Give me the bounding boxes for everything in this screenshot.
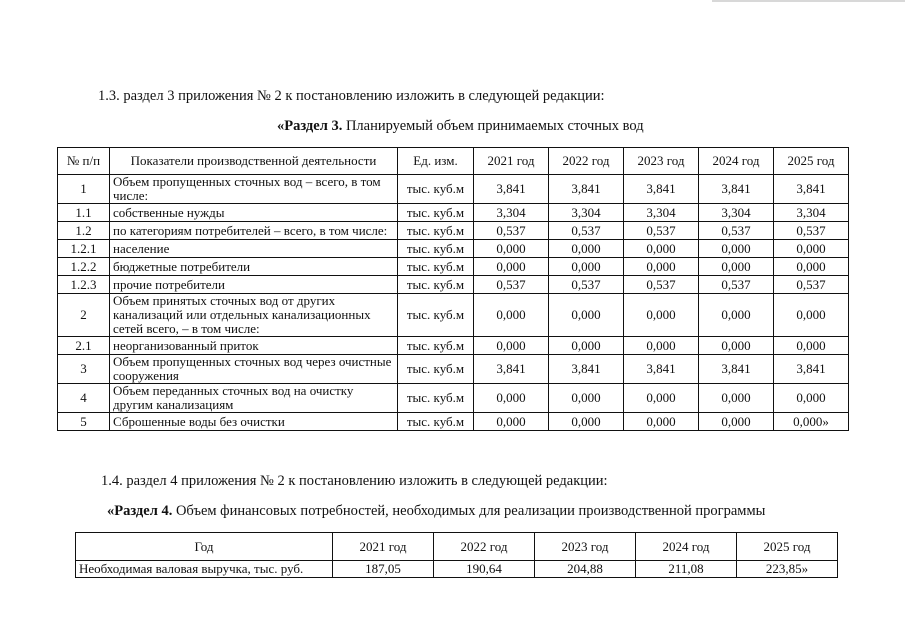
value-cell: 223,85» bbox=[737, 561, 838, 578]
unit-cell: тыс. куб.м bbox=[398, 337, 474, 355]
value-cell: 0,000 bbox=[624, 294, 699, 337]
section-3-text: Планируемый объем принимаемых сточных вод bbox=[342, 118, 644, 134]
value-cell: 3,841 bbox=[549, 355, 624, 384]
paragraph-1-4: 1.4. раздел 4 приложения № 2 к постановлению изложить в следующей редакции: bbox=[101, 473, 608, 489]
value-cell: 0,000 bbox=[699, 258, 774, 276]
row-number-cell: 2 bbox=[58, 294, 110, 337]
value-cell: 0,000 bbox=[699, 294, 774, 337]
value-cell: 3,841 bbox=[774, 355, 849, 384]
value-cell: 0,000 bbox=[624, 337, 699, 355]
header-cell: Ед. изм. bbox=[398, 148, 474, 175]
indicator-cell: Объем принятых сточных вод от других канализаций или отдельных канализационных сетей всего, – в том числе: bbox=[110, 294, 398, 337]
value-cell: 0,537 bbox=[774, 276, 849, 294]
table-header-row bbox=[76, 533, 838, 561]
row-number-cell: 2.1 bbox=[58, 337, 110, 355]
value-cell: 0,537 bbox=[474, 222, 549, 240]
paragraph-1-3: 1.3. раздел 3 приложения № 2 к постановлению изложить в следующей редакции: bbox=[98, 88, 605, 104]
indicator-cell: Объем пропущенных сточных вод – всего, в том числе: bbox=[110, 175, 398, 204]
value-cell: 190,64 bbox=[434, 561, 535, 578]
row-number-cell: 5 bbox=[58, 413, 110, 431]
unit-cell: тыс. куб.м bbox=[398, 175, 474, 204]
value-cell: 3,304 bbox=[549, 204, 624, 222]
value-cell: 0,537 bbox=[474, 276, 549, 294]
row-number-cell: 1.2.1 bbox=[58, 240, 110, 258]
value-cell: 0,000 bbox=[549, 384, 624, 413]
value-cell: 0,000 bbox=[699, 337, 774, 355]
value-cell: 0,000 bbox=[474, 337, 549, 355]
value-cell: 0,000 bbox=[474, 413, 549, 431]
value-cell: 0,000 bbox=[774, 337, 849, 355]
unit-cell: тыс. куб.м bbox=[398, 384, 474, 413]
header-cell: 2022 год bbox=[434, 533, 535, 561]
value-cell: 0,000 bbox=[699, 240, 774, 258]
header-cell: Показатели производственной деятельности bbox=[110, 148, 398, 175]
unit-cell: тыс. куб.м bbox=[398, 355, 474, 384]
table-row bbox=[76, 561, 838, 578]
value-cell: 0,000 bbox=[774, 294, 849, 337]
header-cell: 2021 год bbox=[474, 148, 549, 175]
row-label-cell: Необходимая валовая выручка, тыс. руб. bbox=[76, 561, 333, 578]
header-cell: 2025 год bbox=[737, 533, 838, 561]
value-cell: 3,304 bbox=[699, 204, 774, 222]
table-row bbox=[58, 204, 849, 222]
value-cell: 0,000 bbox=[624, 413, 699, 431]
value-cell: 0,537 bbox=[699, 222, 774, 240]
value-cell: 0,000 bbox=[549, 337, 624, 355]
value-cell: 0,000 bbox=[699, 384, 774, 413]
value-cell: 3,304 bbox=[774, 204, 849, 222]
value-cell: 0,000 bbox=[774, 240, 849, 258]
value-cell: 3,841 bbox=[474, 175, 549, 204]
value-cell: 211,08 bbox=[636, 561, 737, 578]
indicator-cell: прочие потребители bbox=[110, 276, 398, 294]
header-cell: 2023 год bbox=[535, 533, 636, 561]
table-row bbox=[58, 258, 849, 276]
value-cell: 0,000» bbox=[774, 413, 849, 431]
value-cell: 0,000 bbox=[549, 258, 624, 276]
value-cell: 0,537 bbox=[624, 276, 699, 294]
value-cell: 187,05 bbox=[333, 561, 434, 578]
value-cell: 0,000 bbox=[474, 258, 549, 276]
value-cell: 0,537 bbox=[549, 276, 624, 294]
value-cell: 0,000 bbox=[474, 240, 549, 258]
header-cell: 2024 год bbox=[636, 533, 737, 561]
table-row bbox=[58, 240, 849, 258]
row-number-cell: 4 bbox=[58, 384, 110, 413]
header-cell: Год bbox=[76, 533, 333, 561]
value-cell: 0,000 bbox=[624, 240, 699, 258]
value-cell: 3,304 bbox=[624, 204, 699, 222]
value-cell: 3,841 bbox=[624, 355, 699, 384]
header-cell: 2024 год bbox=[699, 148, 774, 175]
header-cell: 2025 год bbox=[774, 148, 849, 175]
scan-edge-line bbox=[712, 0, 905, 2]
header-cell: 2021 год bbox=[333, 533, 434, 561]
indicator-cell: Сброшенные воды без очистки bbox=[110, 413, 398, 431]
value-cell: 0,537 bbox=[699, 276, 774, 294]
row-number-cell: 1.2.2 bbox=[58, 258, 110, 276]
table-row bbox=[58, 413, 849, 431]
value-cell: 3,841 bbox=[699, 355, 774, 384]
value-cell: 0,537 bbox=[549, 222, 624, 240]
row-number-cell: 1.1 bbox=[58, 204, 110, 222]
value-cell: 3,841 bbox=[549, 175, 624, 204]
value-cell: 0,000 bbox=[774, 258, 849, 276]
unit-cell: тыс. куб.м bbox=[398, 240, 474, 258]
unit-cell: тыс. куб.м bbox=[398, 276, 474, 294]
row-number-cell: 1 bbox=[58, 175, 110, 204]
unit-cell: тыс. куб.м bbox=[398, 413, 474, 431]
table-row bbox=[58, 222, 849, 240]
value-cell: 0,000 bbox=[774, 384, 849, 413]
wastewater-volume-table bbox=[57, 147, 849, 431]
table-row bbox=[58, 384, 849, 413]
header-cell: 2023 год bbox=[624, 148, 699, 175]
value-cell: 0,537 bbox=[774, 222, 849, 240]
header-cell: 2022 год bbox=[549, 148, 624, 175]
section-4-title bbox=[107, 503, 765, 520]
unit-cell: тыс. куб.м bbox=[398, 258, 474, 276]
indicator-cell: по категориям потребителей – всего, в том числе: bbox=[110, 222, 398, 240]
value-cell: 3,841 bbox=[624, 175, 699, 204]
value-cell: 3,841 bbox=[474, 355, 549, 384]
value-cell: 204,88 bbox=[535, 561, 636, 578]
unit-cell: тыс. куб.м bbox=[398, 204, 474, 222]
table-row bbox=[58, 294, 849, 337]
value-cell: 0,000 bbox=[624, 258, 699, 276]
table-row bbox=[58, 355, 849, 384]
value-cell: 0,000 bbox=[549, 240, 624, 258]
indicator-cell: бюджетные потребители bbox=[110, 258, 398, 276]
value-cell: 0,000 bbox=[549, 413, 624, 431]
value-cell: 0,000 bbox=[474, 294, 549, 337]
value-cell: 0,000 bbox=[699, 413, 774, 431]
indicator-cell: неорганизованный приток bbox=[110, 337, 398, 355]
table-header-row bbox=[58, 148, 849, 175]
indicator-cell: Объем переданных сточных вод на очистку другим канализациям bbox=[110, 384, 398, 413]
section-4-label: «Раздел 4. bbox=[107, 503, 173, 519]
value-cell: 0,000 bbox=[624, 384, 699, 413]
value-cell: 0,537 bbox=[624, 222, 699, 240]
financial-needs-table bbox=[75, 532, 838, 578]
indicator-cell: население bbox=[110, 240, 398, 258]
row-number-cell: 1.2.3 bbox=[58, 276, 110, 294]
unit-cell: тыс. куб.м bbox=[398, 222, 474, 240]
value-cell: 3,841 bbox=[774, 175, 849, 204]
header-cell: № п/п bbox=[58, 148, 110, 175]
indicator-cell: собственные нужды bbox=[110, 204, 398, 222]
table-row bbox=[58, 175, 849, 204]
value-cell: 0,000 bbox=[549, 294, 624, 337]
value-cell: 3,841 bbox=[699, 175, 774, 204]
section-4-text: Объем финансовых потребностей, необходимых для реализации производственной программы bbox=[172, 503, 766, 519]
row-number-cell: 3 bbox=[58, 355, 110, 384]
section-3-label: «Раздел 3. bbox=[277, 118, 343, 134]
indicator-cell: Объем пропущенных сточных вод через очистные сооружения bbox=[110, 355, 398, 384]
value-cell: 3,304 bbox=[474, 204, 549, 222]
row-number-cell: 1.2 bbox=[58, 222, 110, 240]
section-3-title bbox=[277, 118, 644, 135]
value-cell: 0,000 bbox=[474, 384, 549, 413]
table-row bbox=[58, 276, 849, 294]
table-row bbox=[58, 337, 849, 355]
unit-cell: тыс. куб.м bbox=[398, 294, 474, 337]
